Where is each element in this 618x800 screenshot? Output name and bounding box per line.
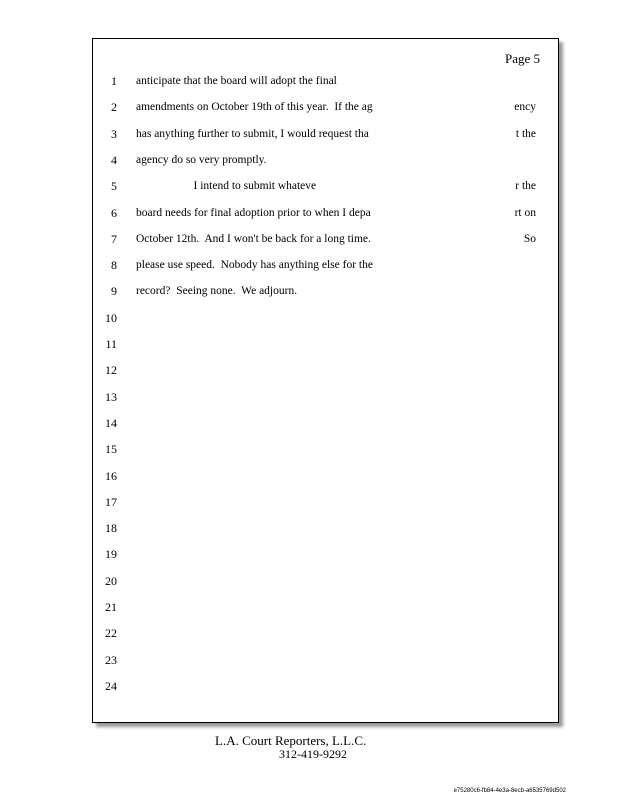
line-text: has anything further to submit, I would request tha	[136, 127, 369, 140]
line-number: 16	[105, 468, 117, 483]
line-text: please use speed. Nobody has anything else for the	[136, 259, 373, 272]
line-number: 19	[105, 547, 117, 562]
line-text-continuation: t the	[515, 127, 536, 140]
line-text: record? Seeing none. We adjourn.	[136, 285, 298, 298]
line-number: 13	[105, 389, 117, 404]
line-number: 20	[105, 573, 117, 588]
line-text: agency do so very promptly.	[136, 153, 267, 166]
line-text: amendments on October 19th of this year. If the ag	[136, 101, 373, 114]
line-text: anticipate that the board will adopt the final	[136, 75, 337, 87]
line-number: 10	[105, 310, 117, 325]
line-text: I intend to submit whateve	[136, 180, 317, 193]
line-number: 21	[105, 600, 117, 614]
line-number: 2	[111, 100, 117, 115]
line-number: 23	[105, 652, 117, 667]
line-text-continuation: rt on	[514, 206, 536, 219]
footer-company: L.A. Court Reporters, L.L.C.	[215, 733, 367, 748]
line-number: 11	[105, 337, 117, 351]
line-number: 15	[105, 442, 117, 457]
page-number: Page 5	[504, 51, 540, 66]
footer-phone: 312-419-9292	[279, 747, 347, 761]
line-number: 9	[111, 284, 117, 299]
line-text-continuation: ency	[514, 101, 536, 114]
transcript-page	[92, 38, 559, 723]
line-number: 18	[105, 521, 117, 536]
line-text-continuation: r the	[515, 180, 536, 193]
line-number: 12	[105, 363, 117, 378]
line-number: 4	[111, 152, 117, 167]
line-number: 5	[111, 179, 117, 194]
line-number: 6	[111, 205, 117, 220]
line-number: 3	[111, 126, 117, 141]
line-number: 17	[105, 494, 117, 509]
document-id: e75280c6-fb84-4e3a-8ecb-a6535769d502	[453, 788, 566, 794]
line-number: 8	[111, 258, 117, 273]
line-number: 1	[111, 74, 117, 88]
line-number: 22	[105, 626, 117, 641]
line-number: 24	[105, 678, 117, 693]
line-text: October 12th. And I won't be back for a long time.	[136, 232, 371, 245]
line-number: 14	[105, 415, 117, 430]
line-text: board needs for final adoption prior to when I depa	[136, 206, 371, 219]
line-number: 7	[111, 231, 117, 246]
line-text-continuation: So	[523, 232, 536, 245]
